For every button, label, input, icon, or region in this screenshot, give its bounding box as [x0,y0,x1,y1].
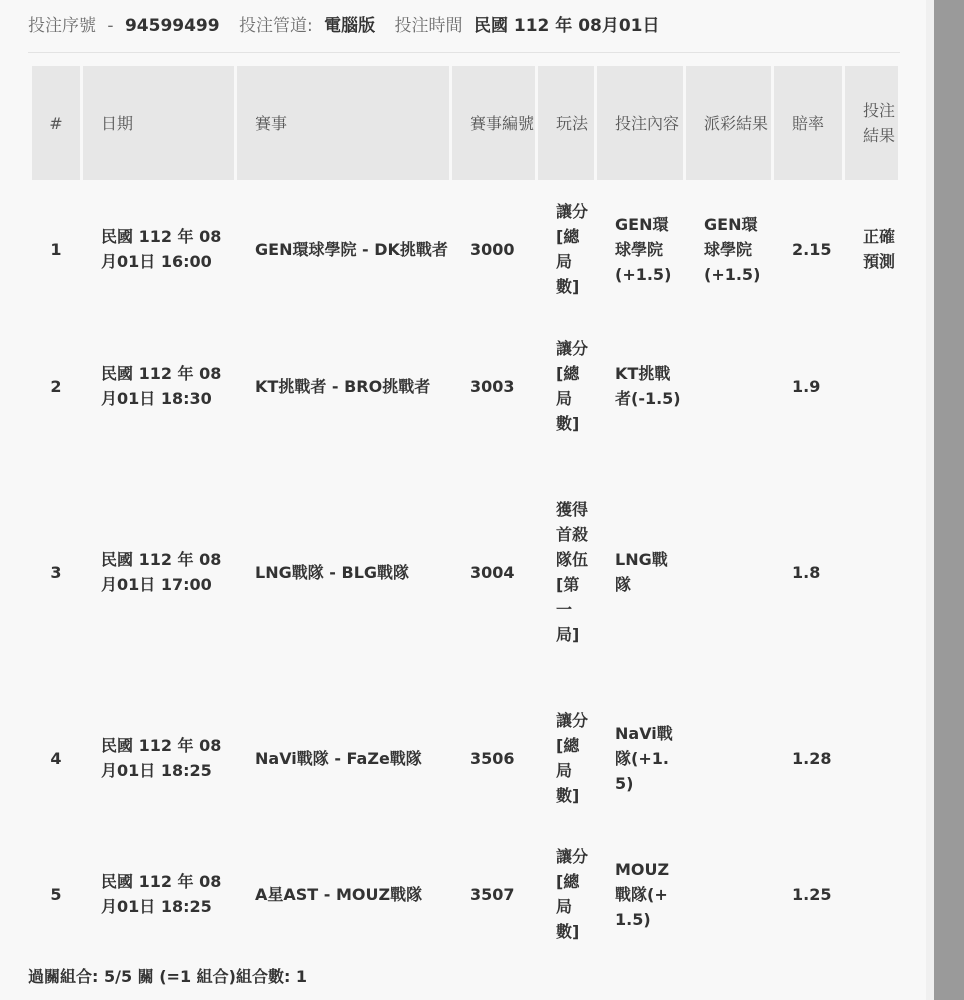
time-label: 投注時間 [394,16,463,36]
cell-result: 正確預測 [863,227,896,271]
cell-index: 2 [50,376,62,396]
col-header-index: # [32,66,80,180]
bet-table [29,66,901,962]
serial-label: 投注序號 [28,16,96,36]
col-header-content: 投注內容 [597,66,683,180]
cell-event-no: 3004 [470,562,515,582]
table-row [32,690,898,826]
cell-event-no: 3000 [470,239,515,259]
cell-play: 讓分[總局數] [556,339,589,433]
col-header-result: 投注結果 [845,66,898,180]
cell-payout [686,690,771,826]
cell-play: 讓分[總局數] [556,847,589,941]
channel-label: 投注管道: [239,16,313,36]
col-header-payout: 派彩結果 [686,66,771,180]
cell-index: 4 [50,748,62,768]
cell-content: GEN環球學院(+1.5) [615,214,672,284]
cell-odds: 1.8 [792,562,821,582]
cell-content: LNG戰隊 [615,550,668,594]
serial-separator: - [107,16,114,36]
cell-date: 民國 112 年 08月01日 18:30 [101,364,222,408]
cell-result [845,454,898,690]
cell-payout: GEN環球學院(+1.5) [704,214,761,284]
cell-event: GEN環球學院 - DK挑戰者 [255,239,448,259]
cell-result [845,318,898,454]
col-header-event-no: 賽事編號 [452,66,535,180]
cell-event-no: 3003 [470,376,515,396]
divider [28,52,900,53]
scrollbar-track[interactable] [934,0,964,1000]
table-row [32,180,898,318]
cell-odds: 2.15 [792,239,832,259]
cell-payout [686,454,771,690]
cell-play: 讓分[總局數] [556,202,589,296]
cell-date: 民國 112 年 08月01日 18:25 [101,872,222,916]
cell-date: 民國 112 年 08月01日 16:00 [101,227,222,271]
cell-odds: 1.25 [792,884,832,904]
table-header-row [32,66,898,180]
cell-event: A星AST - MOUZ戰隊 [255,884,423,904]
table-row [32,826,898,962]
table-row [32,454,898,690]
cell-play: 獲得首殺隊伍[第一局] [556,500,589,644]
cell-event: KT挑戰者 - BRO挑戰者 [255,376,431,396]
cell-result [845,826,898,962]
col-header-event: 賽事 [237,66,449,180]
parlay-summary: 過關組合: 5/5 關 (=1 組合)組合數: 1 [28,967,308,986]
cell-index: 3 [50,562,62,582]
cell-payout [686,318,771,454]
cell-content: NaVi戰隊(+1.5) [615,723,673,793]
cell-content: KT挑戰者(-1.5) [615,364,681,408]
cell-payout [686,826,771,962]
cell-odds: 1.9 [792,376,821,396]
cell-event: LNG戰隊 - BLG戰隊 [255,562,410,582]
cell-result [845,690,898,826]
channel-value: 電腦版 [324,16,376,36]
col-header-odds: 賠率 [774,66,842,180]
cell-date: 民國 112 年 08月01日 18:25 [101,736,222,780]
window-edge [926,0,934,1000]
cell-content: MOUZ戰隊(+1.5) [615,859,670,929]
cell-event-no: 3507 [470,884,515,904]
table-row [32,318,898,454]
col-header-play: 玩法 [538,66,594,180]
bet-meta-line [28,12,660,40]
col-header-date: 日期 [83,66,234,180]
cell-odds: 1.28 [792,748,832,768]
cell-event-no: 3506 [470,748,515,768]
serial-value: 94599499 [124,16,220,36]
cell-index: 5 [50,884,62,904]
time-value: 民國 112 年 08月01日 [473,16,660,36]
cell-index: 1 [50,239,62,259]
cell-event: NaVi戰隊 - FaZe戰隊 [255,748,422,768]
cell-date: 民國 112 年 08月01日 17:00 [101,550,222,594]
cell-play: 讓分[總局數] [556,711,589,805]
